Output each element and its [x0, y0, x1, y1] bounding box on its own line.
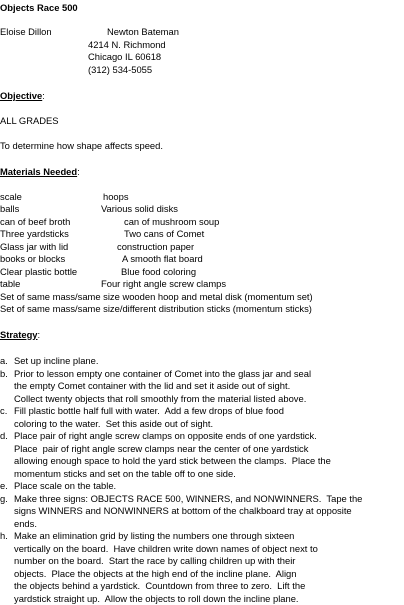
material-extra: Set of same mass/same size/different distribution sticks (momentum sticks)	[0, 303, 312, 314]
step-marker: e.	[0, 480, 8, 491]
material-right: Blue food coloring	[121, 266, 197, 277]
step-line: ends.	[14, 518, 37, 529]
strategy-heading	[0, 329, 40, 341]
material-left: table	[0, 278, 21, 289]
material-right: hoops	[103, 191, 129, 202]
objective-heading-text: Objective	[0, 90, 43, 101]
grades-text: ALL GRADES	[0, 115, 59, 126]
step-line: the objects behind a yardstick. Countdown from three to zero. Lift the	[14, 580, 306, 591]
step-line: Prior to lesson empty one container of Comet into the glass jar and seal	[14, 368, 312, 379]
material-left: Glass jar with lid	[0, 241, 69, 252]
city-line: Chicago IL 60618	[88, 51, 162, 62]
step-line: Place pair of right angle screw clamps near the center of one yardstick	[14, 443, 309, 454]
material-right: can of mushroom soup	[124, 216, 220, 227]
step-marker: c.	[0, 405, 8, 416]
step-line: Make an elimination grid by listing the numbers one through sixteen	[14, 530, 295, 541]
material-right: Four right angle screw clamps	[101, 278, 227, 289]
street-address: 4214 N. Richmond	[88, 39, 166, 50]
material-left: balls	[0, 203, 20, 214]
material-right: Various solid disks	[101, 203, 178, 214]
step-line: Place scale on the table.	[14, 480, 117, 491]
material-right: A smooth flat board	[122, 253, 203, 264]
step-line: allowing enough space to hold the yard stick between the clamps. Place the	[14, 455, 331, 466]
material-right: construction paper	[117, 241, 195, 252]
material-left: Three yardsticks	[0, 228, 69, 239]
strategy-heading-colon: :	[37, 329, 41, 340]
objective-text: To determine how shape affects speed.	[0, 140, 163, 151]
author-name: Eloise Dillon	[0, 26, 52, 37]
material-left: Clear plastic bottle	[0, 266, 78, 277]
step-line: Collect twenty objects that roll smoothly from the material listed above.	[14, 393, 307, 404]
material-left: scale	[0, 191, 22, 202]
step-line: objects. Place the objects at the high end of the incline plane. Align	[14, 568, 297, 579]
material-right: Two cans of Comet	[124, 228, 205, 239]
objective-heading	[0, 90, 45, 102]
phone-number: (312) 534-5055	[88, 64, 153, 75]
objective-heading-colon: :	[42, 90, 45, 101]
material-left: books or blocks	[0, 253, 66, 264]
step-line: Fill plastic bottle half full with water. Add a few drops of blue food	[14, 405, 284, 416]
step-line: momentum sticks and set on the table off to one side.	[14, 468, 236, 479]
material-left: can of beef broth	[0, 216, 71, 227]
step-line: the empty Comet container with the lid and set it aside out of sight.	[14, 380, 291, 391]
step-line: vertically on the board. Have children write down names of object next to	[14, 543, 318, 554]
materials-heading-colon: :	[77, 166, 80, 177]
step-marker: d.	[0, 430, 8, 441]
step-marker: a.	[0, 355, 8, 366]
materials-heading-text: Materials Needed	[0, 166, 78, 177]
step-line: Set up incline plane.	[14, 355, 99, 366]
school-name: Newton Bateman	[107, 26, 179, 37]
step-line: yardstick straight up. Allow the objects to roll down the incline plane.	[14, 593, 299, 604]
step-marker: b.	[0, 368, 8, 379]
document-title: Objects Race 500	[0, 2, 78, 13]
step-marker: g.	[0, 493, 8, 504]
step-line: signs WINNERS and NONWINNERS at bottom of the chalkboard tray at opposite	[14, 505, 352, 516]
material-extra: Set of same mass/same size wooden hoop and metal disk (momentum set)	[0, 291, 313, 302]
step-line: coloring to the water. Set this aside out of sight.	[14, 418, 214, 429]
step-line: Place pair of right angle screw clamps on opposite ends of one yardstick.	[14, 430, 317, 441]
step-marker: h.	[0, 530, 8, 541]
step-line: number on the board. Start the race by calling children up with their	[14, 555, 296, 566]
step-line: Make three signs: OBJECTS RACE 500, WINNERS, and NONWINNERS. Tape the	[14, 493, 363, 504]
materials-heading	[0, 166, 80, 178]
strategy-heading-text: Strategy	[0, 329, 38, 340]
